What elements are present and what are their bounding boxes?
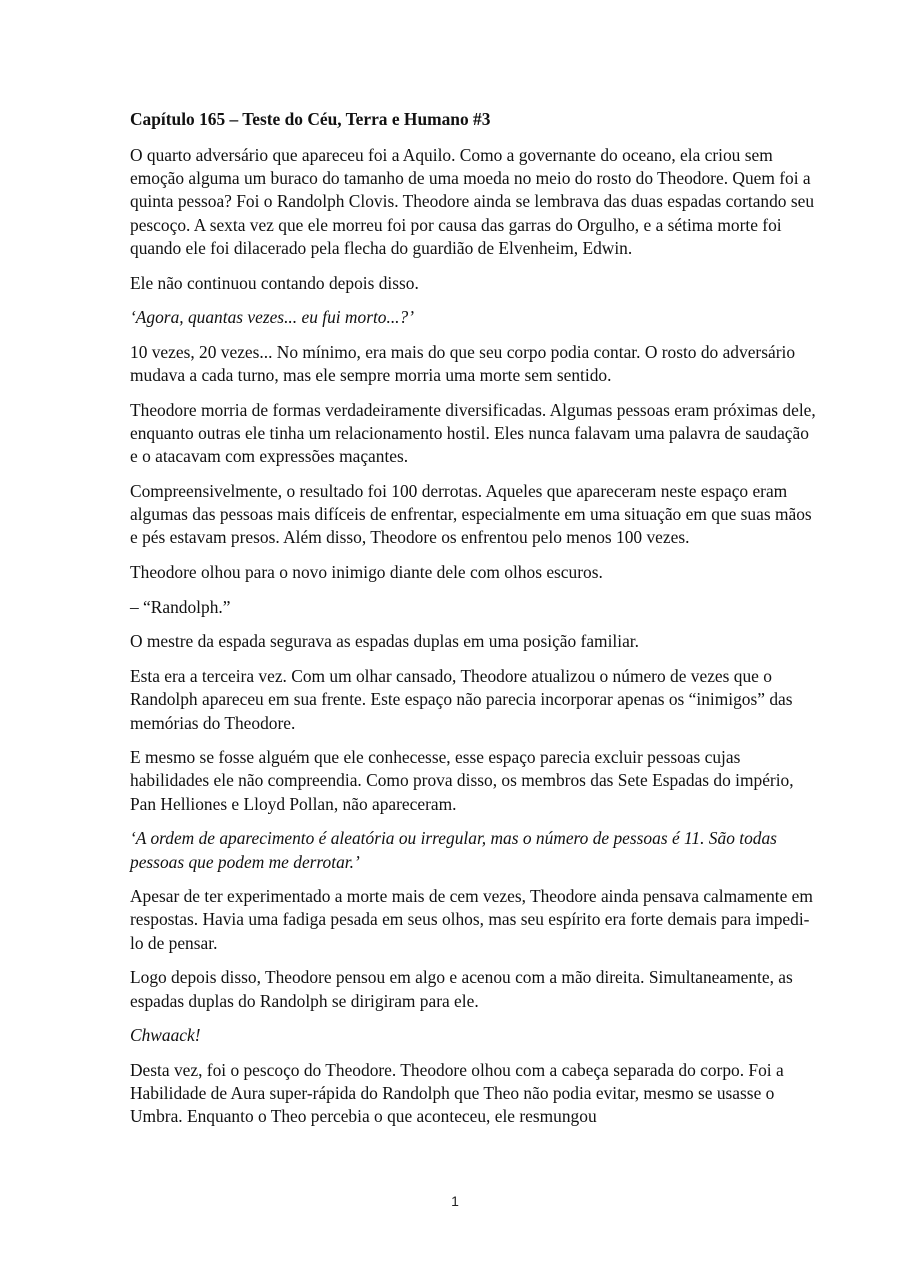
paragraph: – “Randolph.” xyxy=(130,596,231,617)
paragraph: Logo depois disso, Theodore pensou em algo e acenou com a mão direita. Simultaneamente, as espadas duplas do Randolph se dirigiram para ele. xyxy=(130,967,793,1011)
paragraph: Desta vez, foi o pescoço do Theodore. Theodore olhou com a cabeça separada do corpo. Foi a Habilidade de Aura super-rápida do Randolph que Theo não podia evitar, mesmo se usasse o Umbra. Enquanto o Theo percebia o que aconteceu, ele resmungou xyxy=(130,1060,784,1127)
paragraph: Theodore morria de formas verdadeiramente diversificadas. Algumas pessoas eram próximas dele, enquanto outras ele tinha um relacionamento hostil. Eles nunca falavam uma palavra de saudação e o atacavam com expressões maçantes. xyxy=(130,399,816,467)
paragraph: O mestre da espada segurava as espadas duplas em uma posição familiar. xyxy=(130,631,639,652)
paragraph: Esta era a terceira vez. Com um olhar cansado, Theodore atualizou o número de vezes que o Randolph apareceu em sua frente. Este espaço não parecia incorporar apenas os “inimigos” das memórias do Theodore. xyxy=(130,666,793,733)
page-number: 1 xyxy=(451,1193,459,1209)
paragraph: ‘Agora, quantas vezes... eu fui morto...?’ xyxy=(130,307,415,328)
paragraph: Apesar de ter experimentado a morte mais de cem vezes, Theodore ainda pensava calmamente em respostas. Havia uma fadiga pesada em seus olhos, mas seu espírito era forte demais para impedi-lo de pensar. xyxy=(130,886,813,953)
paragraph: O quarto adversário que apareceu foi a Aquilo. Como a governante do oceano, ela criou sem emoção alguma um buraco do tamanho de uma moeda no meio do rosto do Theodore. Quem foi a quinta pessoa? Foi o Randolph Clovis. Theodore ainda se lembrava das duas espadas cortando seu pescoço. A sexta vez que ele morreu foi por causa das garras do Orgulho, e a sétima morte foi quando ele foi dilacerado pela flecha do guardião de Elvenheim, Edwin. xyxy=(130,145,815,258)
paragraph-list xyxy=(130,144,820,1129)
paragraph: E mesmo se fosse alguém que ele conhecesse, esse espaço parecia excluir pessoas cujas habilidades ele não compreendia. Como prova disso, os membros das Sete Espadas do império, Pan Helliones e Lloyd Pollan, não apareceram. xyxy=(130,747,794,814)
paragraph: ‘A ordem de aparecimento é aleatória ou irregular, mas o número de pessoas é 11. São todas pessoas que podem me derrotar.’ xyxy=(130,828,777,872)
paragraph: 10 vezes, 20 vezes... No mínimo, era mais do que seu corpo podia contar. O rosto do adversário mudava a cada turno, mas ele sempre morria uma morte sem sentido. xyxy=(130,341,796,386)
paragraph: Theodore olhou para o novo inimigo diante dele com olhos escuros. xyxy=(130,562,603,583)
paragraph: Compreensivelmente, o resultado foi 100 derrotas. Aqueles que apareceram neste espaço eram algumas das pessoas mais difíceis de enfrentar, especialmente em uma situação em que suas mãos e pés estavam presos. Além disso, Theodore os enfrentou pelo menos 100 vezes. xyxy=(130,480,812,548)
paragraph: Chwaack! xyxy=(130,1025,201,1046)
chapter-title: Capítulo 165 – Teste do Céu, Terra e Humano #3 xyxy=(130,109,491,129)
document-body xyxy=(130,108,820,1140)
paragraph: Ele não continuou contando depois disso. xyxy=(130,272,419,293)
